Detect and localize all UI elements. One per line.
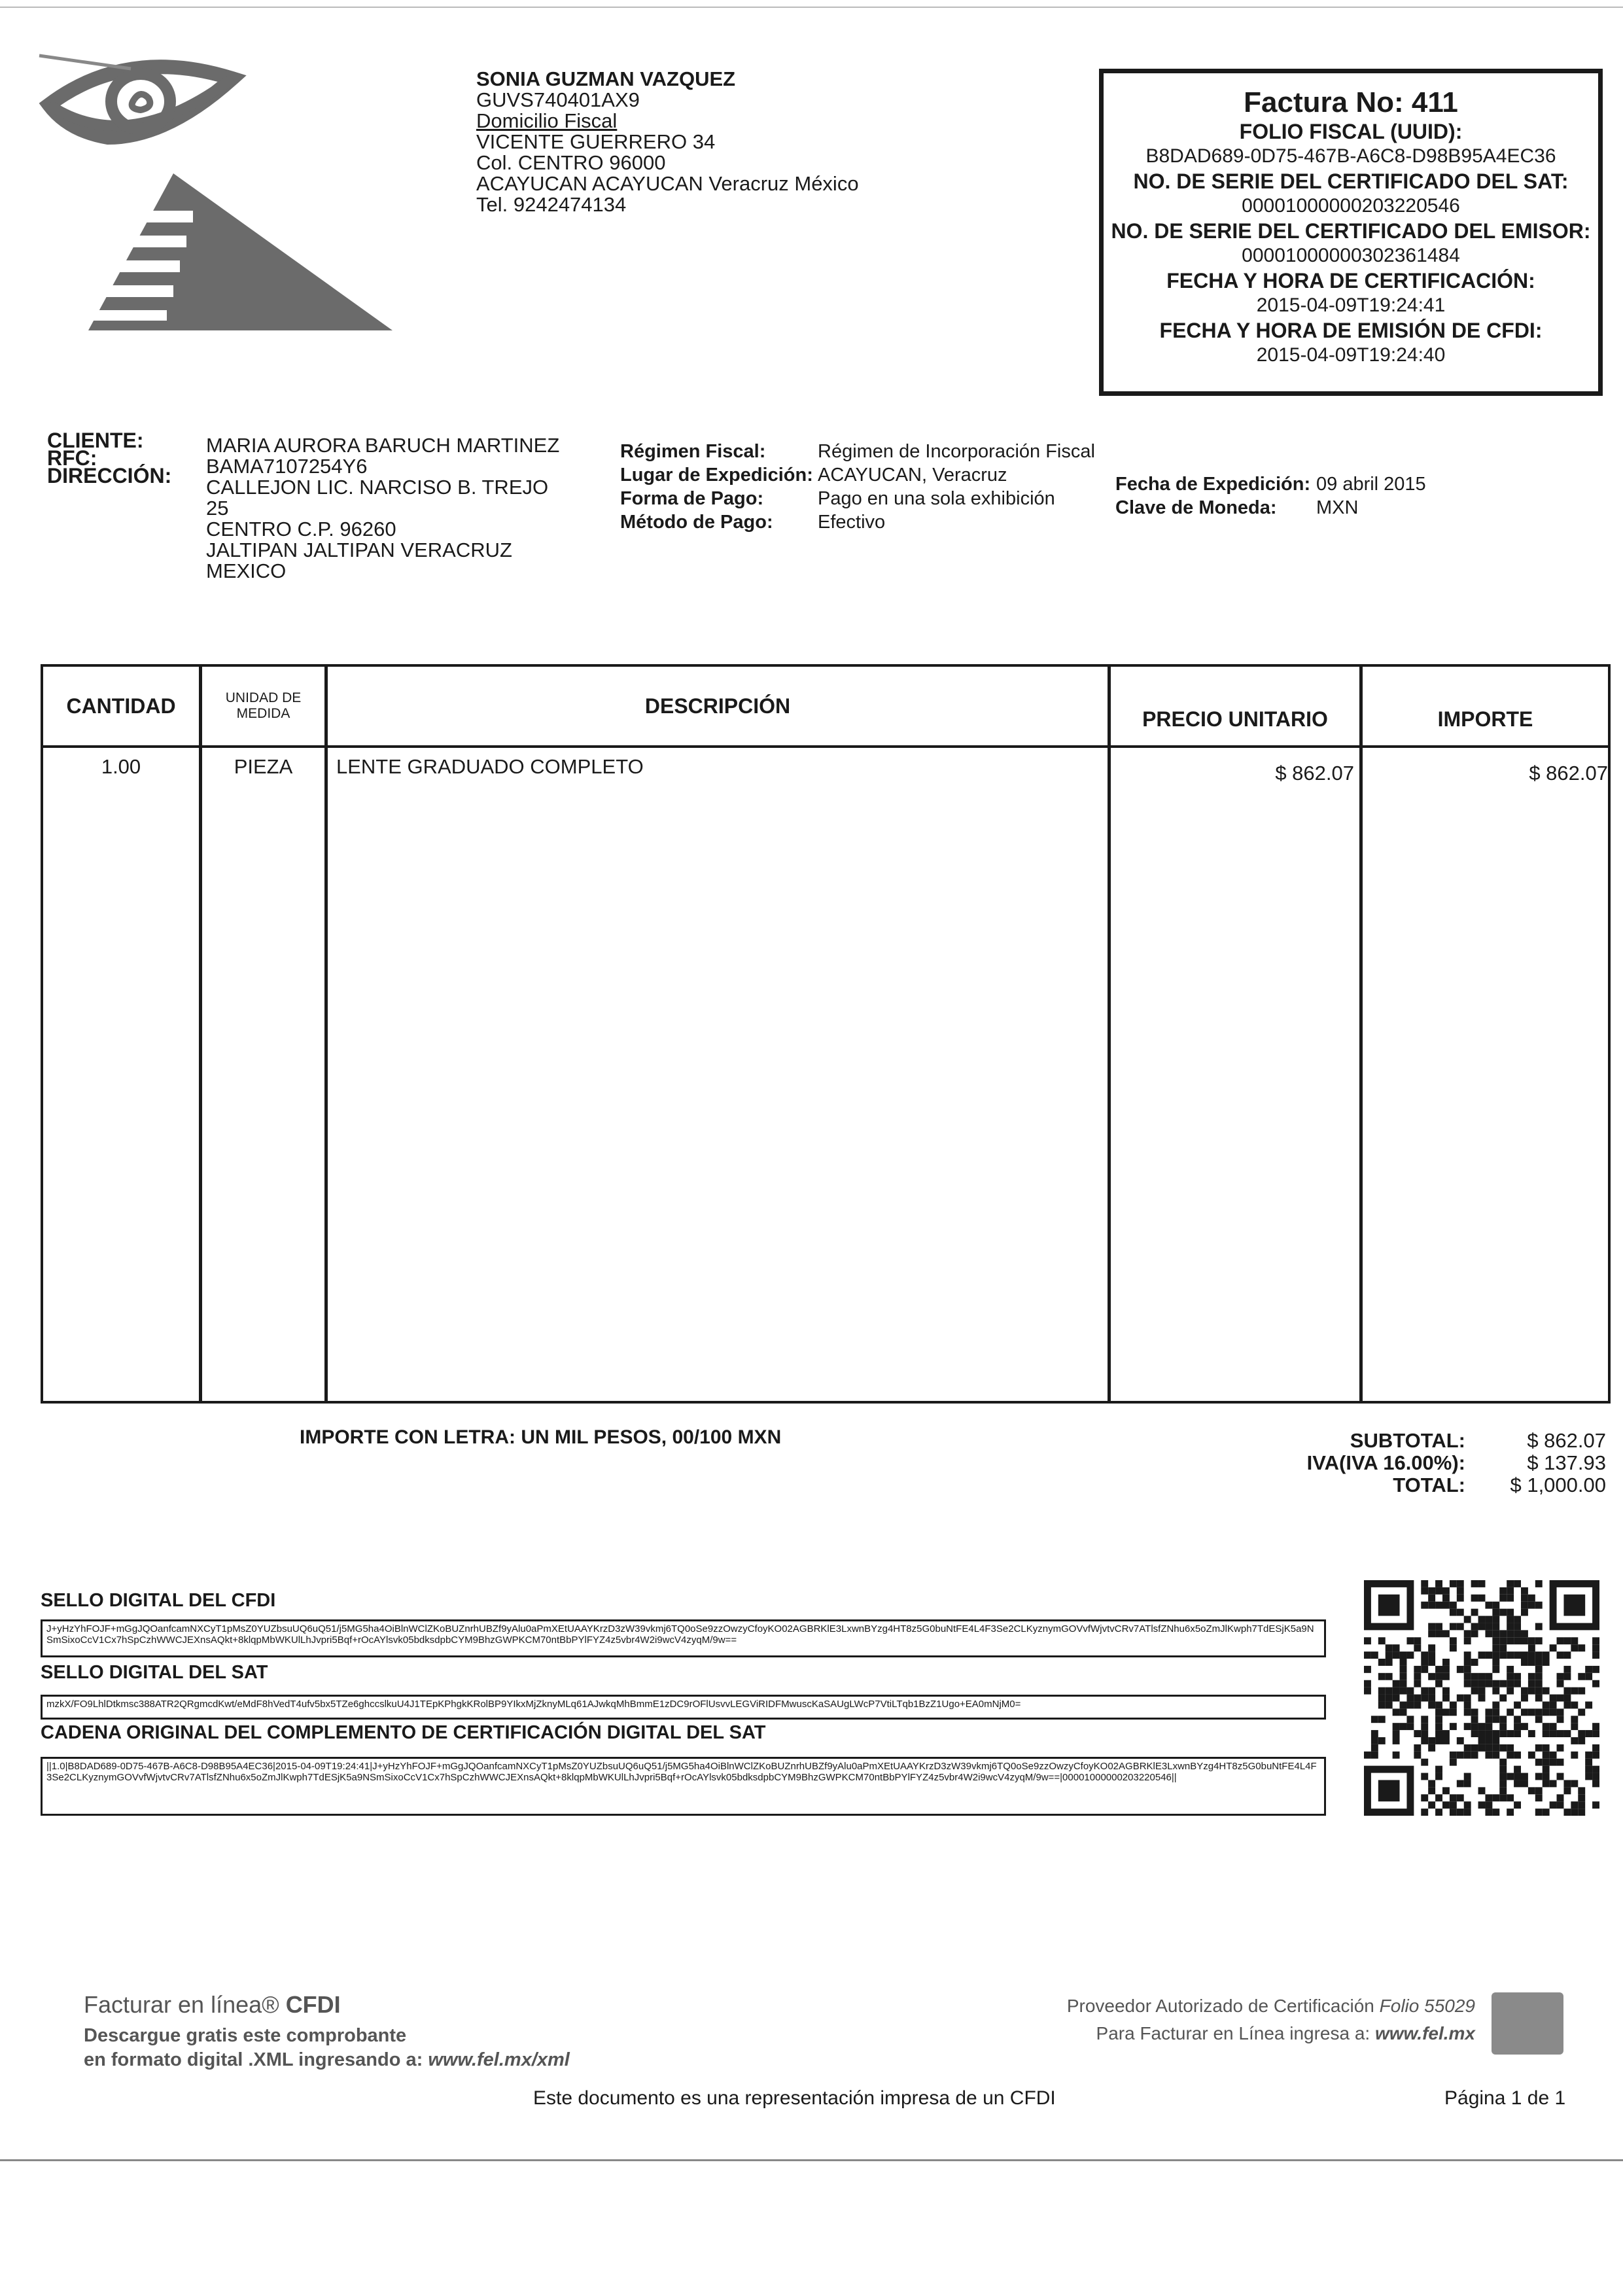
footer-download-link[interactable]: www.fel.mx/xml xyxy=(428,2049,570,2070)
footer-note: Este documento es una representación impresa de un CFDI xyxy=(533,2087,1056,2109)
direccion-label: DIRECCIÓN: xyxy=(47,464,172,487)
fiscal-labels xyxy=(620,440,813,534)
invoice-number: Factura No: 411 xyxy=(1244,86,1458,118)
footer-pac-link[interactable]: www.fel.mx xyxy=(1374,2023,1475,2043)
footer-brand-name: Facturar en línea® xyxy=(84,1991,279,2018)
regimen-value: Régimen de Incorporación Fiscal xyxy=(818,441,1095,462)
footer-pac-folio: Folio 55029 xyxy=(1379,1996,1475,2016)
sello-cfdi-value: J+yHzYhFOJF+mGgJQOanfcamNXCyT1pMsZ0YUZbsuUQ6uQ51/j5MG5ha4OiBlnWClZKoBUZnrhUBZf9yAlu0aPmXEtUAAYKrzD3zW39vkmj6TQ0oSe9zzOwzyCfoyKO02AGBRKlE3LxwnBYzg4HT8z5G0buNtFE4L4F3Se2CLKyznymGOVvfWjvtvCRv7ATlsfZNhu6x5oZmJlKwph7TdESjK5a9NSmSixoCcV1Cx7hSpCzhWWCJEXnsAQkt+8klqpMbWKUlLhJvpri5Bqf+rOcAYlsvk05bdksdpbCYM9BhzGWPKCM70ntBbPYlFYZ4z5vbr4W2i9wcV4zyqM/9w== xyxy=(41,1619,1326,1657)
folio-fiscal-value: B8DAD689-0D75-467B-A6C8-D98B95A4EC36 xyxy=(1145,145,1556,167)
header-precio-unitario: PRECIO UNITARIO xyxy=(1142,707,1328,731)
subtotal-label: SUBTOTAL: xyxy=(1350,1429,1465,1452)
cadena-original-label: CADENA ORIGINAL DEL COMPLEMENTO DE CERTIFICACIÓN DIGITAL DEL SAT xyxy=(41,1722,766,1743)
client-address-line: CALLEJON LIC. NARCISO B. TREJO xyxy=(206,476,549,499)
header-unidad xyxy=(202,667,324,745)
client-labels xyxy=(47,429,172,487)
cadena-original-value: ||1.0|B8DAD689-0D75-467B-A6C8-D98B95A4EC36|2015-04-09T19:24:41|J+yHzYhFOJF+mGgJQOanfcamNXCyT1pMsZ0YUZbsuUQ6uQ51/j5MG5ha4OiBlnWClZKoBUZnrhUBZf9yAlu0aPmXEtUAAYKrzD3zW39vkmj6TQ0oSe9zzOwzyCfoyKO02AGBRKlE3LxwnBYzg4HT8z5G0buNtFE4L4F3Se2CLKyznymGOVvfWjvtvCRv7ATlsfZNhu6x5oZmJlKwph7TdESjK5a9NSmSixoCcV1Cx7hSpCzhWWCJEXnsAQkt+8klqpMbWKUlLhJvpri5Bqf+rOcAYlsvk05bdksdpbCYM9BhzGWPKCM70ntBbPYlFYZ4z5vbr4W2i9wcV4zyqM/9w==|00001000000203220546|| xyxy=(41,1757,1326,1816)
metodo-pago-value: Efectivo xyxy=(818,512,886,533)
iva-value: $ 137.93 xyxy=(1527,1451,1606,1474)
sello-sat-label: SELLO DIGITAL DEL SAT xyxy=(41,1662,268,1683)
header-unidad-line: UNIDAD DE xyxy=(225,690,302,705)
client-address-line: 25 xyxy=(206,497,229,520)
footer-download-line-2 xyxy=(84,2048,570,2072)
sello-sat-value: mzkX/FO9LhlDtkmsc388ATR2QRgmcdKwt/eMdF8hVedT4ufv5bx5TZe6ghccslkuU4J1TEpKPhgkKRolBP9YIkxMjZknyMLq61AJwkqMhBmmE1zDC9rOFlUsvvLEGViRIDFMwuscKaSAUgLWcP7VtiLTqb1BzZ1Ugo+EA0mNjM0= xyxy=(41,1695,1326,1720)
moneda-label: Clave de Moneda: xyxy=(1115,497,1277,518)
client-values xyxy=(206,435,559,582)
fecha-expedicion-value: 09 abril 2015 xyxy=(1316,474,1426,495)
bottom-rule xyxy=(0,2159,1623,2161)
metodo-pago-label: Método de Pago: xyxy=(620,512,773,533)
iva-label: IVA(IVA 16.00%): xyxy=(1306,1451,1465,1474)
cert-sat-value: 00001000000203220546 xyxy=(1242,195,1460,217)
issuer-name: SONIA GUZMAN VAZQUEZ xyxy=(476,67,736,90)
issuer-rfc: GUVS740401AX9 xyxy=(476,88,640,111)
sello-cfdi-label: SELLO DIGITAL DEL CFDI xyxy=(41,1590,276,1611)
header-unidad-line: MEDIDA xyxy=(236,706,290,721)
fecha-expedicion-label: Fecha de Expedición: xyxy=(1115,474,1311,495)
sat-pac-seal-icon xyxy=(1492,1992,1563,2055)
forma-pago-value: Pago en una sola exhibición xyxy=(818,488,1055,509)
footer-pac-link-text: Para Facturar en Línea ingresa a: xyxy=(1096,2023,1370,2043)
issuer-street: VICENTE GUERRERO 34 xyxy=(476,130,716,153)
fiscal-values xyxy=(818,440,1095,534)
total-label: TOTAL: xyxy=(1393,1474,1465,1496)
moneda-value: MXN xyxy=(1316,497,1359,518)
issuer-city: ACAYUCAN ACAYUCAN Veracruz México xyxy=(476,172,859,195)
qr-code xyxy=(1364,1580,1599,1816)
issuer-domicilio-label: Domicilio Fiscal xyxy=(476,109,618,132)
fecha-certificacion-label: FECHA Y HORA DE CERTIFICACIÓN: xyxy=(1166,269,1535,292)
client-address-line: JALTIPAN JALTIPAN VERACRUZ xyxy=(206,539,512,561)
cell-descripcion: LENTE GRADUADO COMPLETO xyxy=(336,755,644,778)
table-header-rule xyxy=(43,745,1608,748)
cell-unidad: PIEZA xyxy=(234,755,293,778)
footer-download-text: en formato digital .XML ingresando a: xyxy=(84,2049,423,2070)
client-name: MARIA AURORA BARUCH MARTINEZ xyxy=(206,434,560,457)
items-table xyxy=(41,664,1611,1404)
cert-emisor-label: NO. DE SERIE DEL CERTIFICADO DEL EMISOR: xyxy=(1111,219,1591,243)
expedition-labels xyxy=(1115,472,1310,520)
total-value: $ 1,000.00 xyxy=(1510,1474,1606,1496)
lugar-label: Lugar de Expedición: xyxy=(620,465,813,486)
forma-pago-label: Forma de Pago: xyxy=(620,488,764,509)
issuer-block xyxy=(476,69,859,215)
footer-pac-link-line xyxy=(968,2023,1475,2044)
expedition-values xyxy=(1316,472,1426,520)
cert-sat-label: NO. DE SERIE DEL CERTIFICADO DEL SAT: xyxy=(1133,169,1569,193)
regimen-label: Régimen Fiscal: xyxy=(620,441,766,462)
totals-labels xyxy=(1217,1430,1465,1496)
cell-precio: $ 862.07 xyxy=(1275,762,1354,785)
lugar-value: ACAYUCAN, Veracruz xyxy=(818,465,1007,486)
footer-pac-text: Proveedor Autorizado de Certificación xyxy=(1066,1996,1374,2016)
rfc-label: RFC: xyxy=(47,446,97,470)
fecha-emision-label: FECHA Y HORA DE EMISIÓN DE CFDI: xyxy=(1159,319,1543,342)
issuer-phone: Tel. 9242474134 xyxy=(476,193,627,216)
cell-importe: $ 862.07 xyxy=(1529,762,1608,785)
footer-pac-line xyxy=(968,1996,1475,2017)
column-divider xyxy=(324,667,328,1401)
invoice-info-box xyxy=(1099,69,1603,396)
footer-download-line: Descargue gratis este comprobante xyxy=(84,2025,407,2046)
client-address-line: MEXICO xyxy=(206,559,287,582)
fecha-emision-value: 2015-04-09T19:24:40 xyxy=(1256,344,1446,366)
fecha-certificacion-value: 2015-04-09T19:24:41 xyxy=(1256,294,1446,316)
subtotal-value: $ 862.07 xyxy=(1527,1429,1606,1452)
header-importe: IMPORTE xyxy=(1437,707,1533,731)
folio-fiscal-label: FOLIO FISCAL (UUID): xyxy=(1239,120,1463,143)
importe-con-letra: IMPORTE CON LETRA: UN MIL PESOS, 00/100 MXN xyxy=(300,1426,782,1448)
header-descripcion: DESCRIPCIÓN xyxy=(644,694,791,718)
header-cantidad: CANTIDAD xyxy=(66,694,176,718)
cliente-label: CLIENTE: xyxy=(47,429,144,452)
top-scan-line xyxy=(0,7,1623,8)
issuer-colonia: Col. CENTRO 96000 xyxy=(476,151,666,174)
page-number: Página 1 de 1 xyxy=(1444,2087,1566,2109)
client-rfc: BAMA7107254Y6 xyxy=(206,455,368,478)
eye-pyramid-logo xyxy=(36,39,402,380)
cert-emisor-value: 00001000000302361484 xyxy=(1242,245,1460,266)
footer-brand-cfdi: CFDI xyxy=(285,1991,341,2018)
totals-values xyxy=(1472,1430,1606,1496)
cell-cantidad: 1.00 xyxy=(101,755,141,778)
client-address-line: CENTRO C.P. 96260 xyxy=(206,518,396,540)
footer-download xyxy=(84,2024,570,2072)
footer-brand xyxy=(84,1991,341,2019)
